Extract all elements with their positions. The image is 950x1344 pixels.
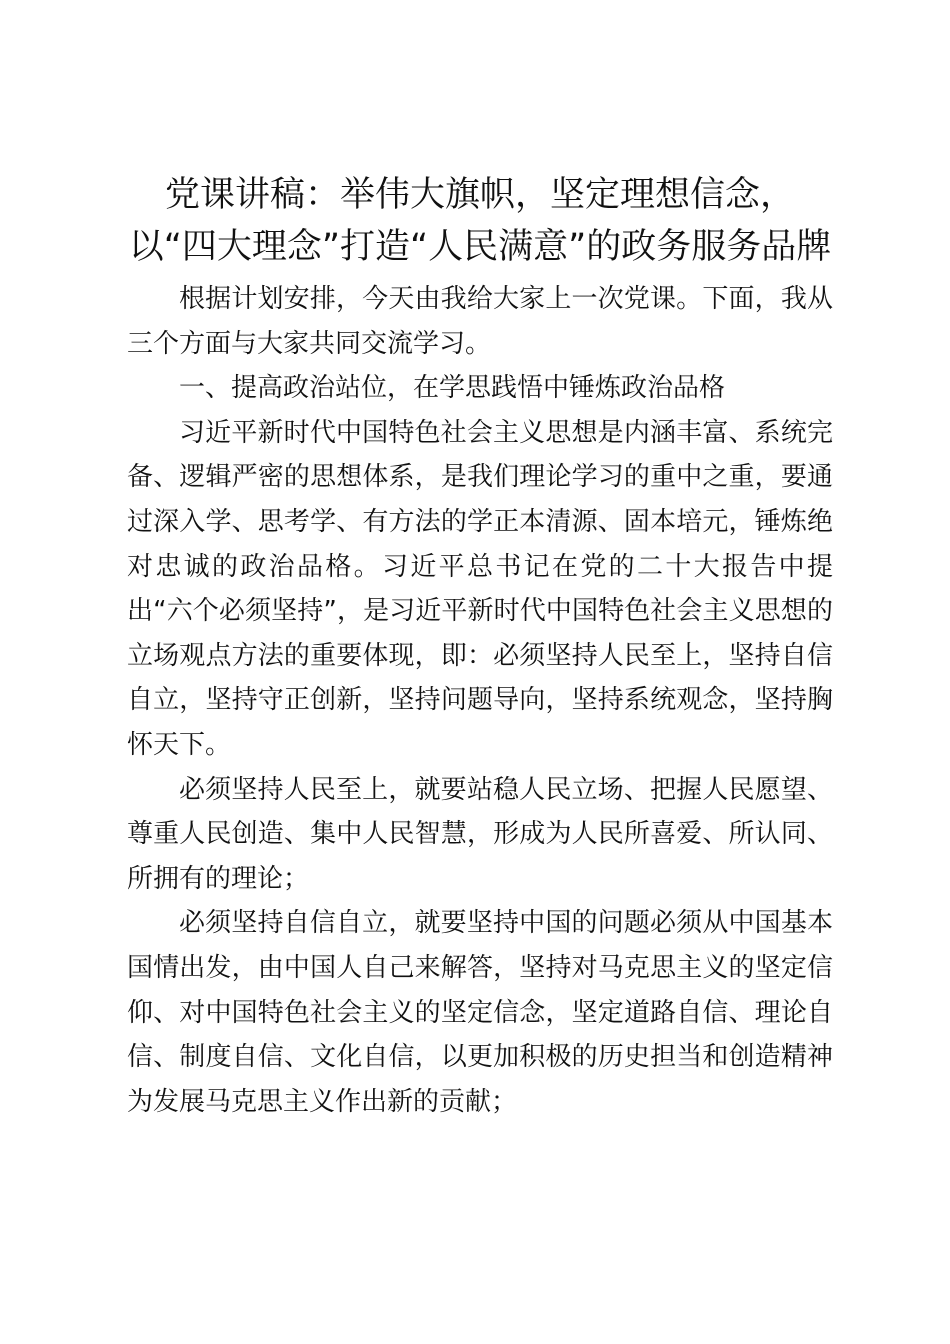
document-body [127,277,833,1124]
body-paragraph: 习近平新时代中国特色社会主义思想是内涵丰富、系统完备、逻辑严密的思想体系，是我们理论学习的重中之重，要通过深入学、思考学、有方法的学正本清源、固本培元，锤炼绝对忠诚的政治品格。习近平总书记在党的二十大报告中提出“六个必须坚持”，是习近平新时代中国特色社会主义思想的立场观点方法的重要体现，即：必须坚持人民至上，坚持自信自立，坚持守正创新，坚持问题导向，坚持系统观念，坚持胸怀天下。 [127,417,833,760]
document-title-line-1: 党课讲稿：举伟大旗帜，坚定理想信念， [164,175,795,215]
body-paragraph: 必须坚持自信自立，就要坚持中国的问题必须从中国基本国情出发，由中国人自己来解答，坚持对马克思主义的坚定信仰、对中国特色社会主义的坚定信念，坚定道路自信、理论自信、制度自信、文化自信，以更加积极的历史担当和创造精神为发展马克思主义作出新的贡献； [127,908,833,1117]
intro-paragraph: 根据计划安排，今天由我给大家上一次党课。下面，我从三个方面与大家共同交流学习。 [127,284,833,359]
section-heading-1: 一、提高政治站位，在学思践悟中锤炼政治品格 [179,373,726,404]
document-title-line-2: 以“四大理念”打造“人民满意”的政务服务品牌 [128,227,832,267]
body-paragraph: 必须坚持人民至上，就要站稳人民立场、把握人民愿望、尊重人民创造、集中人民智慧，形成为人民所喜爱、所认同、所拥有的理论； [127,774,833,894]
